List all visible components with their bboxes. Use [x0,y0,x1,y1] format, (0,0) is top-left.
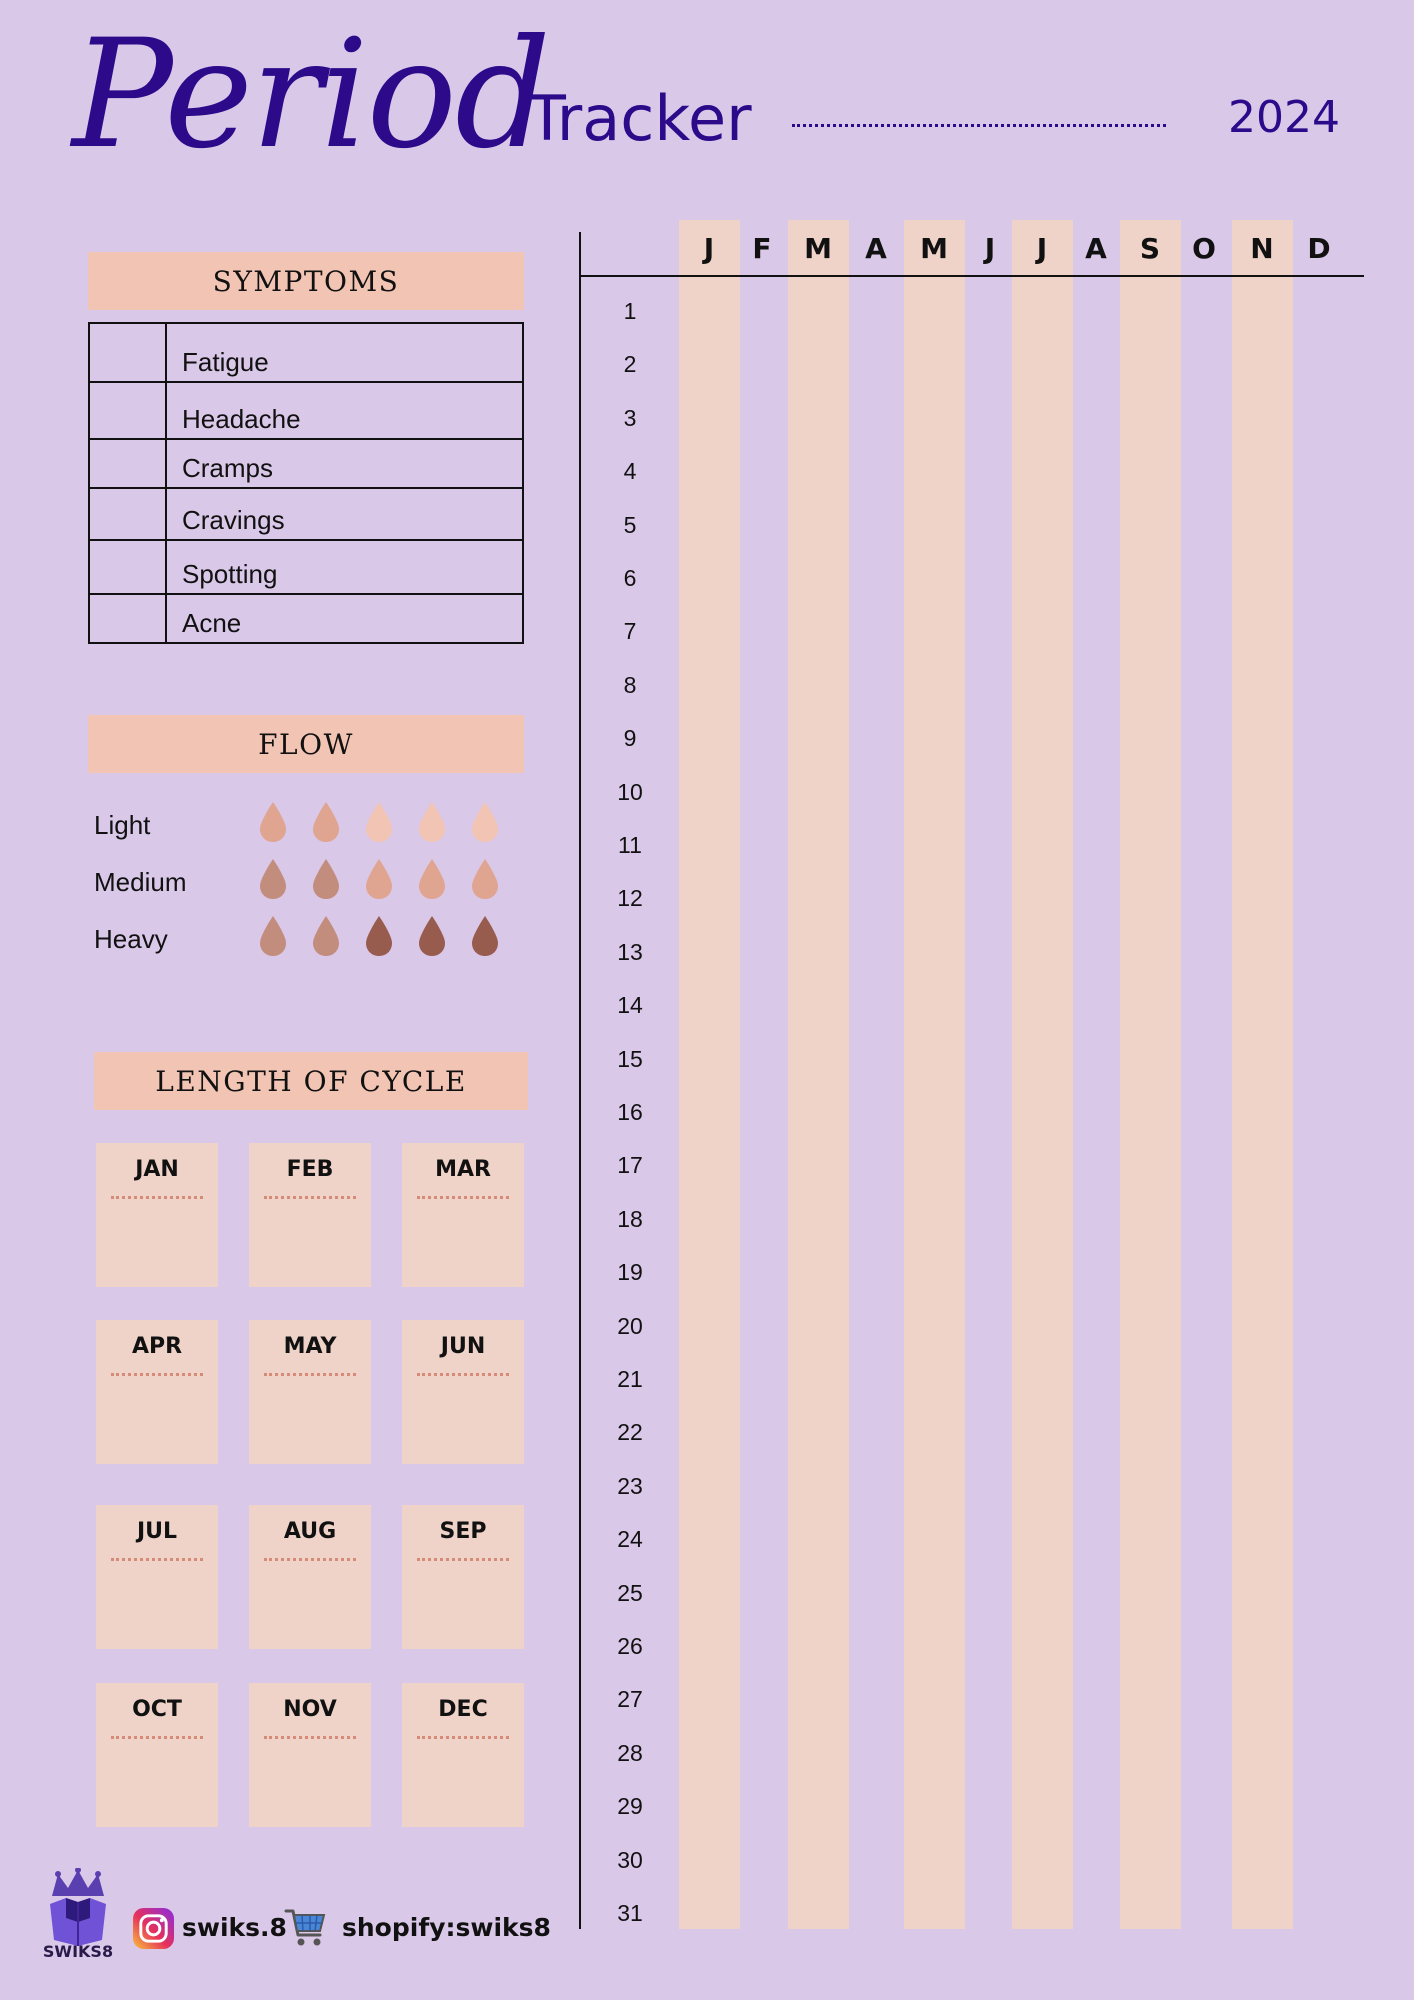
cycle-dotted-line [417,1736,509,1739]
cycle-month-box[interactable] [402,1505,524,1649]
cycle-month-box[interactable] [402,1320,524,1464]
flow-drop-icon[interactable] [311,801,341,843]
symptom-row [90,487,522,539]
title-script-word: Period [72,8,549,182]
month-header: A [865,232,887,265]
cycle-month-box[interactable] [249,1320,371,1464]
shopping-cart-icon[interactable] [284,1905,328,1949]
title-dotted-line [792,124,1166,127]
month-column-stripe [1232,220,1293,1929]
flow-drop-icon[interactable] [364,915,394,957]
symptom-checkbox[interactable] [90,489,167,539]
grid-vertical-line [579,232,581,1929]
symptom-label: Cravings [182,505,285,535]
grid-header-line [580,275,1364,277]
day-number: 21 [617,1366,643,1392]
flow-drop-icon[interactable] [470,801,500,843]
cycle-month-label: OCT [132,1697,182,1722]
cycle-dotted-line [417,1558,509,1561]
cycle-dotted-line [417,1373,509,1376]
symptom-checkbox[interactable] [90,324,167,381]
month-header: M [804,232,832,265]
month-header: J [1036,232,1048,265]
cycle-month-label: SEP [439,1519,487,1544]
month-column-stripe [679,220,740,1929]
month-header: D [1307,232,1331,265]
flow-level-label: Light [94,810,151,840]
symptoms-table [88,322,524,644]
flow-header [88,715,524,773]
month-column-stripe [904,220,965,1929]
month-column-stripe [1012,220,1073,1929]
cycle-dotted-line [264,1558,356,1561]
cycle-dotted-line [417,1196,509,1199]
flow-drop-icon[interactable] [258,858,288,900]
cycle-month-label: AUG [283,1519,337,1544]
symptom-row [90,381,522,438]
cycle-month-label: JUL [136,1519,178,1544]
shopify-handle[interactable]: shopify:swiks8 [342,1913,551,1942]
flow-drop-icon[interactable] [311,915,341,957]
year-label: 2024 [1228,92,1340,143]
cycle-dotted-line [264,1196,356,1199]
cycle-month-label: MAR [435,1157,491,1182]
cycle-month-box[interactable] [96,1683,218,1827]
day-number: 13 [617,938,643,965]
title-word: Tracker [528,82,752,155]
symptom-label: Headache [182,404,301,434]
cycle-month-box[interactable] [96,1505,218,1649]
month-header: A [1085,232,1107,265]
day-number: 24 [617,1526,643,1553]
day-number: 6 [623,565,637,591]
symptom-checkbox[interactable] [90,383,167,438]
day-number: 29 [617,1793,643,1820]
cycle-month-box[interactable] [96,1320,218,1464]
day-number: 27 [617,1686,643,1713]
flow-drop-icon[interactable] [470,858,500,900]
flow-drop-icon[interactable] [417,915,447,957]
cycle-month-label: MAY [283,1334,337,1359]
day-number: 7 [623,618,637,645]
day-number: 20 [617,1312,643,1339]
cycle-month-box[interactable] [96,1143,218,1287]
cycle-dotted-line [264,1736,356,1739]
day-number: 9 [623,725,637,752]
day-number: 5 [623,511,637,538]
cycle-month-label: DEC [438,1697,488,1722]
cycle-month-box[interactable] [402,1143,524,1287]
day-number: 31 [617,1900,643,1926]
symptoms-header [88,252,524,310]
flow-drop-icon[interactable] [258,801,288,843]
cycle-month-label: JUN [440,1334,486,1359]
day-number: 17 [617,1152,643,1179]
month-header: J [703,232,715,265]
cycle-month-label: NOV [283,1697,337,1722]
day-number: 8 [623,671,637,698]
symptom-label: Fatigue [182,347,269,377]
cycle-dotted-line [111,1196,203,1199]
flow-drop-icon[interactable] [470,915,500,957]
cycle-month-box[interactable] [249,1683,371,1827]
day-number: 2 [623,351,637,378]
flow-drop-icon[interactable] [311,858,341,900]
instagram-handle[interactable]: swiks.8 [182,1913,287,1942]
cycle-month-label: JAN [135,1157,179,1182]
day-number: 18 [617,1205,643,1232]
month-column-stripe [788,220,849,1929]
month-header: O [1192,232,1216,265]
day-number: 30 [617,1846,643,1873]
flow-drop-icon[interactable] [364,801,394,843]
symptom-row [90,593,522,642]
flow-drop-icon[interactable] [364,858,394,900]
flow-title: FLOW [258,727,354,761]
day-number: 19 [617,1259,643,1286]
symptom-label: Cramps [182,453,274,483]
instagram-icon[interactable] [132,1907,175,1950]
flow-drop-icon[interactable] [258,915,288,957]
flow-drop-icon[interactable] [417,858,447,900]
day-number: 14 [617,992,643,1019]
flow-level-label: Medium [94,867,187,897]
logo-text: SWIKS8 [42,1942,114,1961]
cycle-month-label: FEB [286,1157,334,1182]
month-header: M [920,232,948,265]
day-number: 28 [617,1739,643,1766]
day-number: 1 [623,298,637,324]
cycle-dotted-line [111,1373,203,1376]
cycle-dotted-line [111,1558,203,1561]
month-header: S [1139,232,1161,265]
flow-level-label: Heavy [94,924,168,954]
symptom-label: Spotting [182,559,278,589]
symptoms-title: SYMPTOMS [212,264,400,298]
day-number: 3 [623,404,637,431]
cycle-month-box[interactable] [402,1683,524,1827]
cycle-title: LENGTH OF CYCLE [155,1064,467,1098]
day-number: 12 [617,885,643,912]
day-number: 23 [617,1472,643,1499]
symptom-checkbox[interactable] [90,440,167,487]
day-number: 10 [617,778,643,805]
day-number: 4 [623,458,637,485]
symptom-row [90,438,522,487]
symptom-label: Acne [182,608,242,638]
symptom-row [90,324,522,381]
cycle-month-box[interactable] [249,1505,371,1649]
cycle-month-box[interactable] [249,1143,371,1287]
cycle-header [94,1052,528,1110]
symptom-checkbox[interactable] [90,595,167,642]
day-number: 25 [617,1579,643,1606]
cycle-dotted-line [264,1373,356,1376]
cycle-dotted-line [111,1736,203,1739]
day-number: 11 [618,832,642,858]
flow-drop-icon[interactable] [417,801,447,843]
symptom-row [90,539,522,593]
day-number: 26 [617,1633,643,1659]
day-number: 15 [617,1045,643,1072]
month-header: J [984,232,996,265]
month-column-stripe [1120,220,1181,1929]
symptom-checkbox[interactable] [90,541,167,593]
month-header: N [1250,232,1274,265]
day-number: 16 [617,1099,643,1125]
cycle-month-label: APR [131,1334,183,1359]
day-number: 22 [617,1419,643,1446]
month-header: F [752,232,772,265]
